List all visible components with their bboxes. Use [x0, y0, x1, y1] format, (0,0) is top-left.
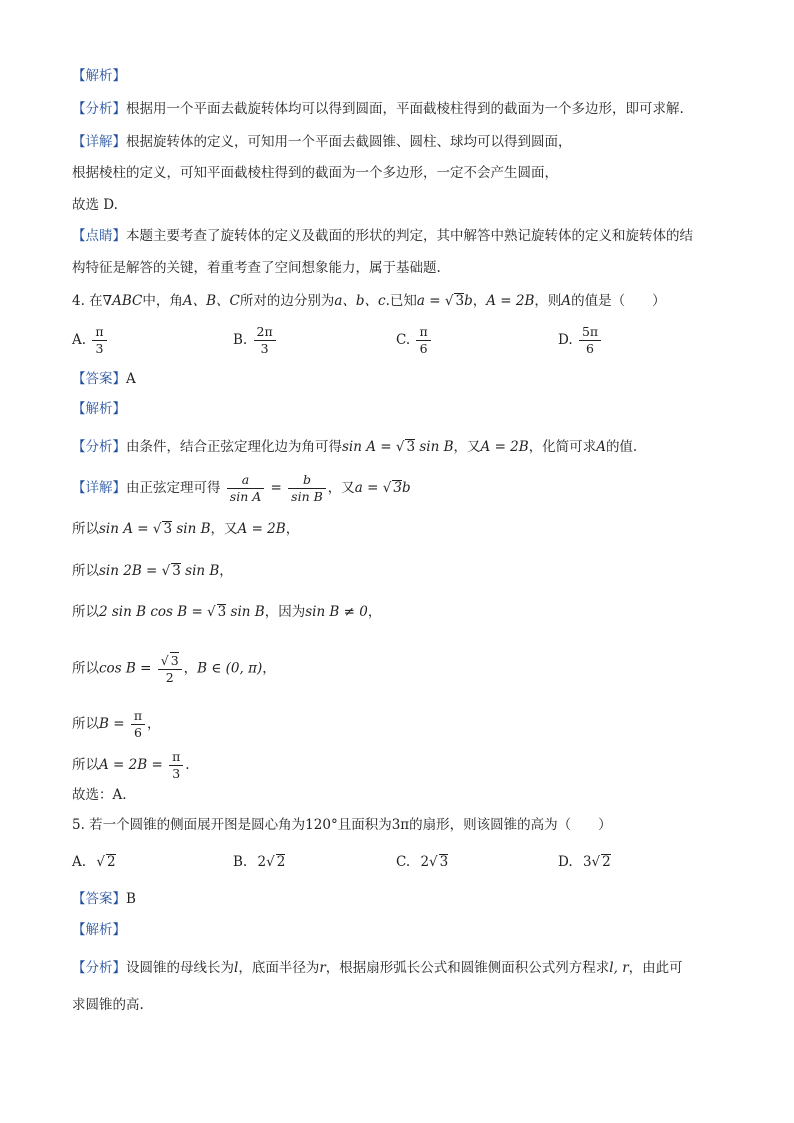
fraction — [92, 324, 106, 357]
q4-formula: b — [464, 293, 473, 309]
remark-line-2: 构特征是解答的关键，着重考查了空间想象能力，属于基础题. — [72, 260, 441, 276]
detail-text: ，又 — [327, 480, 355, 496]
formula: l — [234, 960, 239, 976]
sqrt-symbol: 3 — [217, 604, 227, 620]
formula: sin A = — [99, 521, 153, 537]
denominator: 3 — [260, 341, 269, 356]
q5-analysis-line-2: 求圆锥的高. — [72, 997, 144, 1013]
radical-sign: √ — [161, 563, 171, 579]
coefficient: 3 — [582, 854, 592, 870]
step-text: ， — [219, 563, 233, 579]
q5-stem-text: 且面积为 — [337, 817, 392, 833]
numerator: π — [169, 749, 183, 766]
q5-option-a[interactable]: A. √ 2 — [72, 854, 116, 870]
remark-tag: 【点睛】 — [72, 228, 126, 244]
formula: b — [401, 480, 411, 496]
numerator — [158, 652, 182, 670]
question-4-stem — [72, 291, 666, 311]
analysis-text: ，底面半径为 — [238, 960, 320, 976]
analysis-text: ，又 — [453, 439, 481, 455]
q4-sides: a、b、c — [334, 293, 386, 309]
formula: sin 2B = — [99, 563, 162, 579]
q4-option-b[interactable] — [233, 324, 278, 357]
option-label: A. — [72, 854, 87, 870]
numerator: b — [288, 472, 326, 489]
analysis-text: 的值. — [605, 439, 638, 455]
formula: sin B — [415, 439, 454, 455]
q5-formula: 3π — [391, 817, 410, 833]
step-text: 所以 — [72, 604, 99, 620]
option-label: C. — [396, 854, 411, 870]
denominator: 6 — [133, 725, 142, 740]
formula: a = — [354, 480, 383, 496]
sqrt-symbol: 2 — [602, 854, 611, 870]
option-label: C. — [396, 332, 411, 348]
analysis-heading: 【解析】 — [72, 68, 126, 84]
q4-stem-text: 的值是（ ） — [571, 293, 666, 309]
numerator: 5π — [579, 324, 601, 341]
q4-formula: A = 2B — [486, 293, 535, 309]
analysis-text: ，化简可求 — [528, 439, 597, 455]
step-text: 所以 — [72, 521, 99, 537]
q4-step-5 — [72, 708, 161, 741]
q4-option-d[interactable] — [558, 324, 603, 357]
radical-sign: √ — [444, 293, 454, 309]
q5-analysis-heading: 【解析】 — [72, 922, 126, 938]
numerator: π — [92, 324, 106, 341]
coefficient: 2 — [420, 854, 430, 870]
q4-detail — [72, 472, 411, 505]
denominator: 6 — [586, 341, 594, 356]
step-text: 所以 — [72, 660, 99, 677]
q4-option-c[interactable] — [396, 324, 433, 357]
fraction — [169, 749, 183, 782]
step-text: ，又 — [210, 521, 238, 537]
analysis-tag: 【分析】 — [72, 101, 126, 117]
numerator: π — [416, 324, 430, 341]
q4-stem-text: 4. 在 — [72, 293, 103, 309]
formula: 2 sin B cos B = — [99, 604, 208, 620]
q4-answer — [72, 369, 136, 389]
analysis-tag: 【分析】 — [72, 960, 126, 976]
denominator: 6 — [419, 341, 428, 356]
q4-analysis — [72, 437, 637, 457]
detail-tag: 【详解】 — [72, 480, 126, 496]
fraction — [288, 472, 326, 505]
formula: A — [596, 439, 606, 455]
q4-stem-text: 所对的边分别为 — [239, 293, 335, 309]
option-label: D. — [558, 332, 573, 348]
q5-option-c[interactable]: C. 2√ 3 — [396, 854, 449, 870]
sqrt-symbol: 2 — [106, 854, 116, 870]
q4-step-1 — [72, 519, 299, 539]
numerator: π — [131, 708, 145, 725]
remark-paragraph — [72, 226, 693, 246]
q5-option-d[interactable]: D. 3√ 2 — [558, 854, 611, 870]
answer-tag: 【答案】 — [72, 371, 126, 387]
numerator: a — [227, 472, 264, 489]
step-text: ， — [183, 660, 198, 677]
analysis-text: ，由此可 — [628, 960, 683, 976]
q4-angles: A、B、C — [182, 293, 240, 309]
fraction — [227, 472, 264, 505]
answer-tag: 【答案】 — [72, 891, 126, 907]
formula: sin B — [172, 521, 211, 537]
step-text: . — [185, 757, 190, 773]
formula: l, r — [609, 960, 629, 976]
sqrt-symbol: 2 — [276, 854, 286, 870]
q4-choice-line: 故选：A. — [72, 787, 127, 803]
denominator: 2 — [165, 670, 174, 685]
formula: = — [266, 480, 287, 496]
q4-step-3 — [72, 602, 381, 622]
analysis-text: 由条件，结合正弦定理化边为角可得 — [126, 439, 342, 455]
denominator: sin B — [291, 489, 323, 504]
q5-stem-text: 的扇形，则该圆锥的高为（ ） — [409, 817, 612, 833]
q4-formula: A — [561, 293, 572, 309]
formula: B ∈ (0, π) — [197, 660, 263, 677]
q5-option-b[interactable]: B. 2√ 2 — [233, 854, 286, 870]
formula: r — [319, 960, 326, 976]
formula: sin B ≠ 0 — [305, 604, 368, 620]
analysis-paragraph — [72, 99, 684, 119]
q5-formula: 120° — [305, 817, 338, 833]
numerator: 2π — [254, 324, 276, 341]
q4-triangle: ∇ABC — [102, 293, 143, 309]
step-text: 所以 — [72, 757, 99, 773]
fraction — [254, 324, 276, 357]
step-text: ， — [285, 521, 300, 537]
q5-analysis — [72, 958, 683, 978]
coefficient: 2 — [257, 854, 267, 870]
formula: sin A = — [342, 439, 396, 455]
formula: sin B — [226, 604, 265, 620]
fraction — [579, 324, 601, 357]
answer-value: A — [126, 371, 136, 387]
q4-step-4 — [72, 652, 276, 686]
denominator: 3 — [95, 341, 104, 356]
step-text: ， — [262, 660, 276, 677]
q4-stem-text: 中，角 — [142, 293, 183, 309]
denominator: sin A — [229, 489, 262, 504]
q4-step-2 — [72, 561, 233, 581]
option-label: B. — [233, 332, 248, 348]
sqrt-symbol: 3 — [393, 480, 402, 496]
step-text: 所以 — [72, 716, 99, 732]
analysis-tag: 【分析】 — [72, 439, 126, 455]
formula: A = 2B — [237, 521, 286, 537]
sqrt-symbol: 3 — [439, 854, 449, 870]
detail-tag: 【详解】 — [72, 134, 126, 150]
choice-line: 故选 D. — [72, 197, 118, 213]
q4-stem-text: ， — [472, 293, 487, 309]
remark-text: 本题主要考查了旋转体的定义及截面的形状的判定，其中解答中熟记旋转体的定义和旋转体的结 — [126, 228, 693, 244]
fraction — [131, 708, 145, 741]
answer-value: B — [126, 891, 136, 907]
option-label: A. — [72, 332, 87, 348]
step-text: ， — [367, 604, 382, 620]
formula: A = 2B = — [99, 757, 168, 773]
option-label: D. — [558, 854, 573, 870]
fraction — [416, 324, 430, 357]
analysis-text: 设圆锥的母线长为 — [126, 960, 234, 976]
step-text: 所以 — [72, 563, 99, 579]
q4-stem-text: .已知 — [385, 293, 417, 309]
q4-option-a[interactable] — [72, 324, 109, 357]
formula: A = 2B — [480, 439, 529, 455]
formula: B = — [99, 716, 129, 732]
detail-text: 由正弦定理可得 — [126, 480, 221, 496]
radical-sign: √ — [152, 521, 162, 537]
sqrt-symbol: 3 — [172, 563, 181, 579]
q4-formula: a = — [416, 293, 445, 309]
step-text: ，因为 — [264, 604, 306, 620]
analysis-text: 根据用一个平面去截旋转体均可以得到圆面，平面截棱柱得到的截面为一个多边形，即可求解. — [126, 101, 684, 117]
q5-answer — [72, 889, 136, 909]
radical-sign: √ — [160, 653, 169, 668]
sqrt-symbol: 3 — [406, 439, 416, 455]
detail-paragraph — [72, 132, 572, 152]
q4-stem-text: ，则 — [534, 293, 562, 309]
question-5-stem — [72, 815, 612, 835]
q5-stem-text: 5. 若一个圆锥的侧面展开图是圆心角为 — [72, 817, 306, 833]
analysis-text: ，根据扇形弧长公式和圆锥侧面积公式列方程求 — [325, 960, 610, 976]
q4-analysis-heading: 【解析】 — [72, 401, 126, 417]
denominator: 3 — [172, 766, 181, 781]
sqrt-symbol: 3 — [455, 293, 465, 309]
q4-step-6 — [72, 749, 190, 782]
detail-text: 根据旋转体的定义，可知用一个平面去截圆锥、圆柱、球均可以得到圆面， — [126, 134, 572, 150]
option-label: B. — [233, 854, 248, 870]
fraction — [158, 652, 182, 686]
sqrt-symbol: 3 — [170, 653, 179, 668]
radical-sign: √ — [382, 480, 392, 496]
formula: cos B = — [99, 660, 156, 677]
formula: sin B — [180, 563, 220, 579]
radical-sign: √ — [207, 604, 216, 620]
radical-sign: √ — [395, 439, 405, 455]
sqrt-symbol: 3 — [163, 521, 173, 537]
step-text: ， — [147, 716, 161, 732]
detail-line-2: 根据棱柱的定义，可知平面截棱柱得到的截面为一个多边形，一定不会产生圆面， — [72, 165, 558, 181]
